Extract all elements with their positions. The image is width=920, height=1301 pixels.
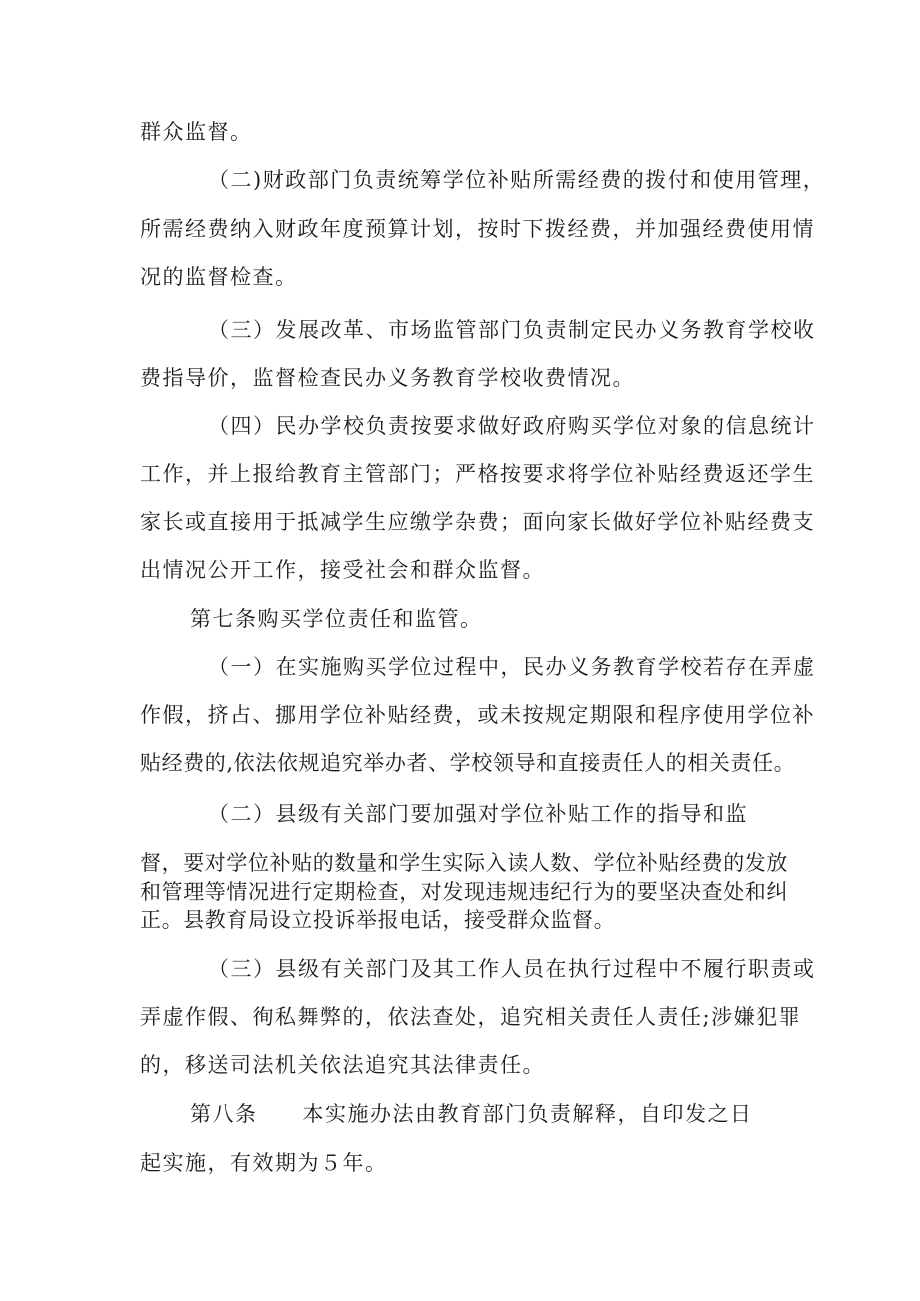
text-line: 督，要对学位补贴的数量和学生实际入读人数、学位补贴经费的发放 — [140, 851, 788, 875]
text-line: （三）发展改革、市场监管部门负责制定民办义务教育学校收 — [208, 318, 816, 342]
text-line: （二)财政部门负责统筹学位补贴所需经费的拨付和使用管理， — [208, 168, 826, 192]
text-line: 的，移送司法机关依法追究其法律责任。 — [140, 1053, 545, 1077]
text-line: 出情况公开工作，接受社会和群众监督。 — [140, 558, 545, 582]
text-line: 况的监督检查。 — [140, 265, 298, 289]
text-line: 和管理等情况进行定期检查，对发现违规违纪行为的要坚决查处和纠 — [140, 880, 788, 904]
text-line: （四）民办学校负责按要求做好政府购买学位对象的信息统计 — [208, 414, 816, 438]
text-line: （三）县级有关部门及其工作人员在执行过程中不履行职责或 — [208, 957, 816, 981]
text-line: （一）在实施购买学位过程中，民办义务教育学校若存在弄虚 — [208, 655, 816, 679]
text-line: 起实施，有效期为５年。 — [140, 1151, 388, 1175]
text-line: 所需经费纳入财政年度预算计划，按时下拨经费，并加强经费使用情 — [140, 217, 815, 241]
text-line: （二）县级有关部门要加强对学位补贴工作的指导和监 — [208, 802, 748, 826]
text-line: 家长或直接用于抵减学生应缴学杂费；面向家长做好学位补贴经费支 — [140, 510, 815, 534]
text-line: 工作，并上报给教育主管部门；严格按要求将学位补贴经费返还学生 — [140, 462, 815, 486]
text-line: 贴经费的,依法依规追究举办者、学校领导和直接责任人的相关责任。 — [140, 751, 796, 775]
text-line: 群众监督。 — [140, 120, 253, 144]
text-line: 弄虚作假、徇私舞弊的，依法查处，追究相关责任人责任;涉嫌犯罪 — [140, 1005, 802, 1029]
section-heading: 第七条购买学位责任和监管。 — [190, 607, 483, 631]
text-line: 费指导价，监督检查民办义务教育学校收费情况。 — [140, 366, 635, 390]
section-heading: 第八条 本实施办法由教育部门负责解释，自印发之日 — [190, 1102, 753, 1126]
text-line: 正。县教育局设立投诉举报电话，接受群众监督。 — [140, 908, 616, 932]
text-line: 作假，挤占、挪用学位补贴经费，或未按规定期限和程序使用学位补 — [140, 703, 815, 727]
